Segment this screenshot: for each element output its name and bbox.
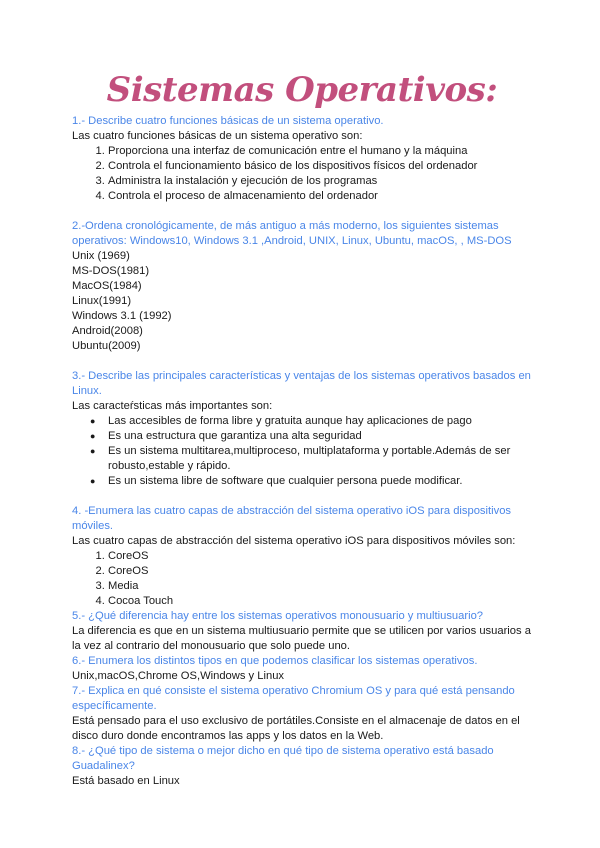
question-4: 4. -Enumera las cuatro capas de abstracción del sistema operativo iOS para dispositivos móviles. [72,505,512,532]
os-line: Unix (1969) [72,250,130,262]
list-item: 1. Proporciona una interfaz de comunicación entre el humano y la máquina [108,144,532,159]
page-title: Sistemas Operativos: [106,70,498,110]
question-2: 2.-Ordena cronológicamente, de más antiguo a más moderno, los siguientes sistemas operativos: Windows10, Windows 3.1 ,Android, UNIX, Linux, Ubuntu, macOS, , MS-DOS [72,220,512,247]
answer-3-intro: Las caracteŕsticas más importantes son: [72,400,273,412]
question-1: 1.- Describe cuatro funciones básicas de un sistema operativo. [72,115,384,127]
question-8: 8.- ¿Qué tipo de sistema o mejor dicho en qué tipo de sistema operativo está basado Guadalinex? [72,745,494,772]
list-item: 4. Cocoa Touch [108,594,532,609]
document-page [72,70,532,789]
list-item: 2. Controla el funcionamiento básico de los dispositivos físicos del ordenador [108,159,532,174]
list-item: 3. Media [108,579,532,594]
question-3: 3.- Describe las principales características y ventajas de los sistemas operativos basados en Linux. [72,370,531,397]
os-line: MacOS(1984) [72,280,142,292]
question-6: 6.- Enumera los distintos tipos en que podemos clasificar los sistemas operativos. [72,655,478,667]
answer-8: Está basado en Linux [72,775,180,787]
list-item: 1. CoreOS [108,549,532,564]
list-item: ● Es un sistema libre de software que cualquier persona puede modificar. [108,474,532,489]
os-line: Android(2008) [72,325,143,337]
answer-1-intro: Las cuatro funciones básicas de un sistema operativo son: [72,130,363,142]
answer-4-intro: Las cuatro capas de abstracción del sistema operativo iOS para dispositivos móviles son: [72,535,516,547]
answer-4-list [72,549,532,609]
os-line: Windows 3.1 (1992) [72,310,172,322]
os-line: MS-DOS(1981) [72,265,150,277]
answer-1-list [72,144,532,204]
list-item: ● Es una estructura que garantiza una alta seguridad [108,429,532,444]
answer-5: La diferencia es que en un sistema multiusuario permite que se utilicen por varios usuarios a la vez al contrario del monousuario que solo puede uno. [72,625,531,652]
question-5: 5.- ¿Qué diferencia hay entre los sistemas operativos monousuario y multiusuario? [72,610,484,622]
list-item: ● Es un sistema multitarea,multiproceso, multiplataforma y portable.Además de ser robusto,estable y rápido. [108,444,532,474]
list-item: ● Las accesibles de forma libre y gratuita aunque hay aplicaciones de pago [108,414,532,429]
list-item: 2. CoreOS [108,564,532,579]
os-line: Ubuntu(2009) [72,340,141,352]
list-item: 3. Administra la instalación y ejecución de los programas [108,174,532,189]
os-line: Linux(1991) [72,295,132,307]
answer-6: Unix,macOS,Chrome OS,Windows y Linux [72,670,285,682]
answer-7: Está pensado para el uso exclusivo de portátiles.Consiste en el almacenaje de datos en el disco duro donde encontramos las apps y los datos en la Web. [72,715,520,742]
list-item: 4. Controla el proceso de almacenamiento del ordenador [108,189,532,204]
answer-3-list [72,414,532,489]
question-7: 7.- Explica en qué consiste el sistema operativo Chromium OS y para qué está pensando específicamente. [72,685,515,712]
